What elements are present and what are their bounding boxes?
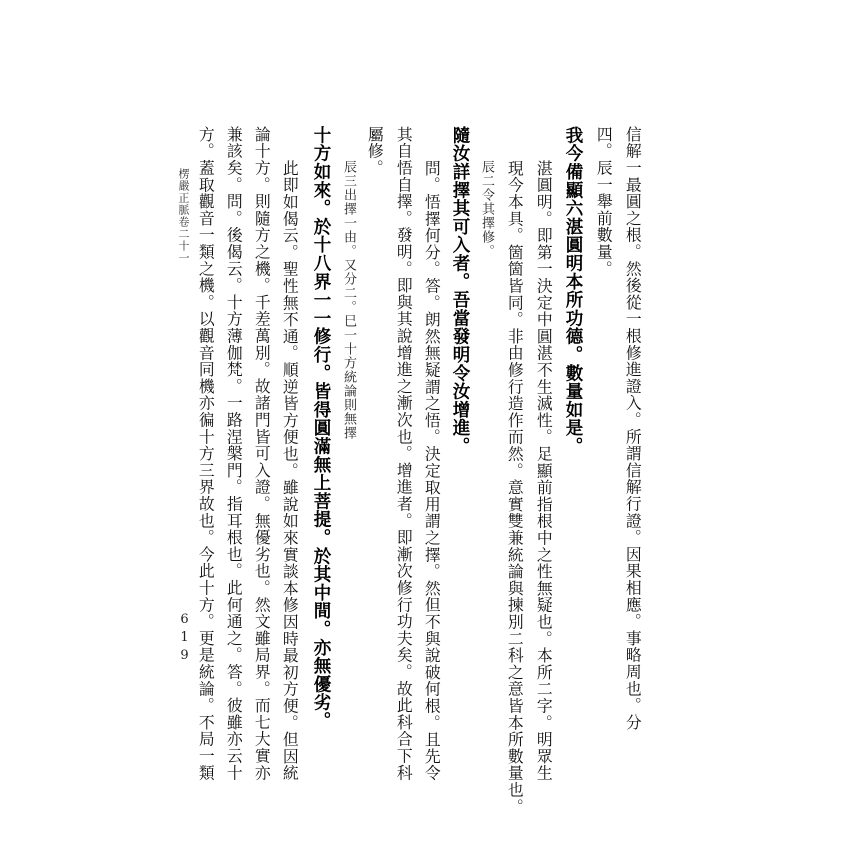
commentary-line: 方。蓋取觀音一類之機。以觀音同機亦徧十方三界故也。今此十方。更是統論。不局一類	[196, 126, 216, 782]
commentary-line: 此即如偈云。聖性無不通。順逆皆方便也。雖說如來實談本修因時最初方便。但因統	[280, 160, 300, 782]
commentary-line: 湛圓明。即第一決定中圓湛不生滅性。足顯前指根中之性無疑也。本所二字。明眾生	[534, 160, 554, 782]
page-number: 619	[177, 612, 192, 666]
sutra-line: 隨汝詳擇其可入者。吾當發明令汝增進。	[450, 126, 470, 456]
commentary-line: 兼該矣。問。後偈云。十方薄伽梵。一路涅槃門。指耳根也。此何通之。答。彼雖亦云十	[224, 126, 244, 782]
commentary-line: 信解一最圓之根。然後從一根修進證入。所謂信解行證。因果相應。事略周也。分	[623, 126, 643, 731]
commentary-line: 四。辰一舉前數量。	[594, 126, 614, 278]
commentary-line: 論十方。則隨方之機。千差萬別。故諸門皆可入證。無優劣也。然文雖局界。而七大實亦	[252, 126, 272, 782]
commentary-line: 現今本具。箇箇皆同。非由修行造作而然。意實雙兼統論與揀別二科之意皆本所數量也。	[505, 160, 525, 816]
section-heading: 辰二令其擇修。	[479, 160, 494, 258]
commentary-line: 屬修。	[365, 126, 385, 177]
section-heading: 辰三出擇一由。又分二。巳一十方統論則無擇	[341, 160, 356, 440]
sutra-line: 我今備顯六湛圓明本所功德。數量如是。	[563, 126, 583, 456]
commentary-line: 其自悟自擇。發明。即與其說增進之漸次也。增進者。即漸次修行功夫矣。故此科合下科	[394, 126, 414, 782]
sutra-line: 十方如來。於十八界一一修行。皆得圓滿無上菩提。於其中間。亦無優劣。	[311, 126, 331, 730]
commentary-line: 問。悟擇何分。答。朗然無疑謂之悟。決定取用謂之擇。然但不與說破何根。且先令	[422, 160, 442, 782]
running-footer: 楞嚴正脈卷二十一	[177, 168, 190, 264]
